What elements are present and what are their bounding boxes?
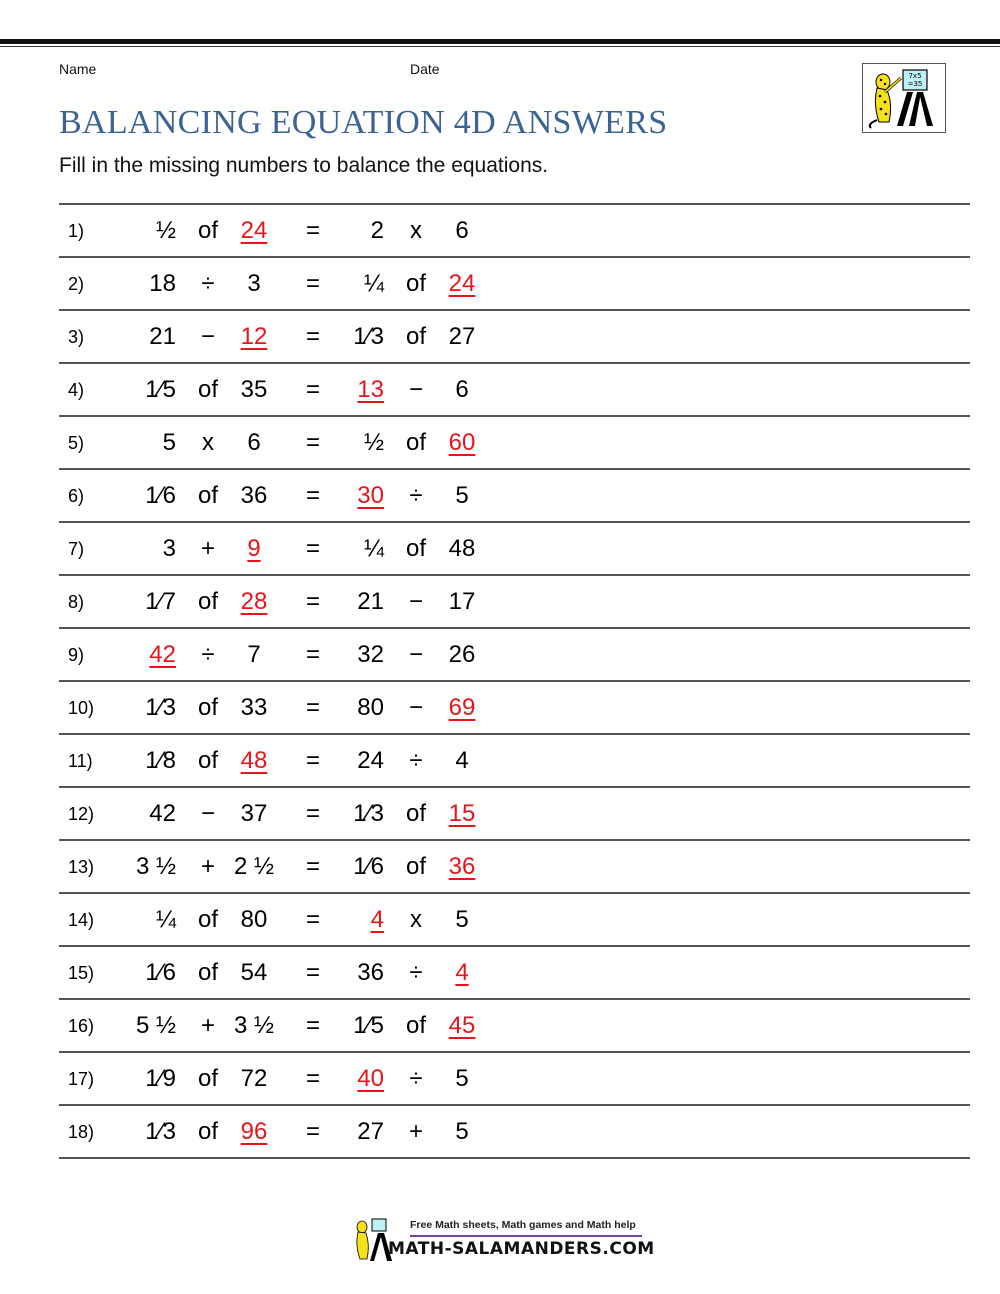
- right-term-1: [339, 470, 384, 521]
- right-operator: of: [405, 270, 426, 297]
- right-term-2: 4: [455, 747, 469, 774]
- footer-logo: [352, 1215, 655, 1265]
- footer-brand: MATH-SALAMANDERS.COM: [388, 1239, 655, 1259]
- equals-sign: =: [305, 376, 320, 403]
- right-term-1: 24: [357, 747, 384, 774]
- left-operator: of: [197, 482, 218, 509]
- left-term-2: 72: [240, 1065, 268, 1092]
- right-operator: +: [408, 1118, 423, 1145]
- left-operator: of: [197, 217, 218, 244]
- left-term-1: 1⁄3: [145, 694, 176, 721]
- problem-number: 14): [68, 910, 95, 930]
- left-term-2: 2 ½: [233, 853, 275, 880]
- left-term-2: 54: [240, 959, 268, 986]
- answer-value: 24: [448, 270, 476, 297]
- left-term-1: 1⁄9: [145, 1065, 176, 1092]
- equals-sign: =: [305, 906, 320, 933]
- answer-value: 28: [240, 588, 268, 615]
- right-term-2: 5: [455, 1118, 469, 1145]
- answer-value: 36: [448, 853, 476, 880]
- right-term-2: 17: [448, 588, 476, 615]
- equals-sign: =: [305, 323, 320, 350]
- right-term-2: 26: [448, 641, 476, 668]
- equation-row: [59, 786, 970, 839]
- answer-value: 42: [149, 641, 176, 668]
- problem-number: 16): [68, 1016, 95, 1036]
- right-term-1: 1⁄3: [353, 323, 384, 350]
- left-term-1: 5: [162, 429, 176, 456]
- answer-value: 24: [240, 217, 268, 244]
- problem-number: 17): [68, 1069, 95, 1089]
- left-operator: ÷: [201, 270, 215, 297]
- problem-number: 11): [68, 751, 93, 771]
- equals-sign: =: [305, 535, 320, 562]
- right-term-1: 1⁄3: [353, 800, 384, 827]
- equals-sign: =: [305, 747, 320, 774]
- equation-row: [59, 680, 970, 733]
- right-term-1: 21: [357, 588, 384, 615]
- answer-value: 48: [240, 747, 268, 774]
- problem-number: 8): [68, 592, 85, 612]
- equation-row: [59, 1051, 970, 1104]
- left-term-1: 3 ½: [135, 853, 176, 880]
- equation-row: [59, 1104, 970, 1159]
- left-term-1: 1⁄6: [145, 482, 176, 509]
- left-operator: of: [197, 588, 218, 615]
- right-term-2: [439, 258, 485, 309]
- right-term-2: 48: [448, 535, 476, 562]
- left-operator: x: [202, 429, 214, 456]
- right-term-1: 1⁄5: [353, 1012, 384, 1039]
- right-operator: −: [408, 376, 423, 403]
- equation-row: [59, 733, 970, 786]
- problem-number: 9): [68, 645, 85, 665]
- salamander-teacher-icon: [862, 63, 946, 133]
- right-operator: −: [408, 694, 423, 721]
- equation-row: [59, 574, 970, 627]
- right-term-1: ¼: [363, 270, 384, 297]
- equals-sign: =: [305, 853, 320, 880]
- right-operator: ÷: [409, 747, 423, 774]
- right-operator: of: [405, 1012, 426, 1039]
- equals-sign: =: [305, 217, 320, 244]
- left-term-1: ¼: [155, 906, 176, 933]
- problem-number: 10): [68, 698, 95, 718]
- equals-sign: =: [305, 641, 320, 668]
- problem-number: 18): [68, 1122, 95, 1142]
- answer-value: 15: [448, 800, 476, 827]
- answer-value: 4: [370, 906, 384, 933]
- equation-row: [59, 627, 970, 680]
- left-term-2: [229, 311, 279, 362]
- left-operator: +: [200, 853, 215, 880]
- right-term-1: 27: [357, 1118, 384, 1145]
- left-operator: +: [200, 535, 215, 562]
- left-operator: of: [197, 1118, 218, 1145]
- right-operator: of: [405, 429, 426, 456]
- equals-sign: =: [305, 1118, 320, 1145]
- equals-sign: =: [305, 270, 320, 297]
- right-term-2: [439, 417, 485, 468]
- left-term-2: 37: [240, 800, 268, 827]
- right-operator: of: [405, 800, 426, 827]
- equation-row: [59, 309, 970, 362]
- left-term-1: 5 ½: [135, 1012, 176, 1039]
- right-operator: ÷: [409, 482, 423, 509]
- right-term-2: [439, 947, 485, 998]
- right-term-2: 5: [455, 906, 469, 933]
- right-operator: of: [405, 535, 426, 562]
- right-term-1: 36: [357, 959, 384, 986]
- right-term-2: 6: [455, 217, 469, 244]
- right-operator: −: [408, 588, 423, 615]
- problem-number: 15): [68, 963, 95, 983]
- header-rule-thick: [0, 39, 1000, 44]
- problem-number: 2): [68, 274, 85, 294]
- equation-row: [59, 203, 970, 256]
- left-term-2: 6: [247, 429, 261, 456]
- date-label: Date: [410, 61, 440, 77]
- right-term-1: 32: [357, 641, 384, 668]
- footer-tagline: Free Math sheets, Math games and Math help: [410, 1219, 636, 1231]
- right-term-1: [339, 364, 384, 415]
- left-term-2: [229, 205, 279, 256]
- left-term-1: 1⁄5: [145, 376, 176, 403]
- answer-value: 60: [448, 429, 476, 456]
- problem-number: 6): [68, 486, 85, 506]
- equation-row: [59, 468, 970, 521]
- problem-number: 3): [68, 327, 85, 347]
- equals-sign: =: [305, 694, 320, 721]
- left-term-2: 7: [247, 641, 261, 668]
- equation-row: [59, 256, 970, 309]
- left-term-2: 3: [247, 270, 261, 297]
- svg-text:7x5: 7x5: [908, 72, 922, 80]
- right-term-2: 27: [448, 323, 476, 350]
- right-term-2: [439, 1000, 485, 1051]
- right-term-1: 1⁄6: [353, 853, 384, 880]
- equals-sign: =: [305, 800, 320, 827]
- equation-row: [59, 945, 970, 998]
- right-term-2: [439, 841, 485, 892]
- right-operator: ÷: [409, 1065, 423, 1092]
- left-term-1: 18: [149, 270, 176, 297]
- answer-value: 30: [357, 482, 384, 509]
- answer-value: 96: [240, 1118, 268, 1145]
- left-term-2: 33: [240, 694, 268, 721]
- left-term-1: 42: [149, 800, 176, 827]
- equation-row: [59, 521, 970, 574]
- equations-table: [59, 203, 970, 1159]
- equals-sign: =: [305, 1065, 320, 1092]
- right-term-2: 6: [455, 376, 469, 403]
- left-operator: of: [197, 1065, 218, 1092]
- problem-number: 12): [68, 804, 95, 824]
- equation-row: [59, 362, 970, 415]
- answer-value: 13: [357, 376, 384, 403]
- right-term-1: [339, 894, 384, 945]
- left-operator: of: [197, 959, 218, 986]
- left-term-2: 3 ½: [233, 1012, 275, 1039]
- right-term-1: [339, 1053, 384, 1104]
- left-term-2: [229, 576, 279, 627]
- left-operator: of: [197, 747, 218, 774]
- left-operator: of: [197, 376, 218, 403]
- right-operator: x: [410, 906, 422, 933]
- left-term-2: 35: [240, 376, 268, 403]
- left-term-2: 36: [240, 482, 268, 509]
- right-operator: of: [405, 853, 426, 880]
- equals-sign: =: [305, 429, 320, 456]
- left-operator: −: [200, 800, 215, 827]
- left-operator: of: [197, 906, 218, 933]
- left-term-1: 1⁄7: [145, 588, 176, 615]
- problem-number: 5): [68, 433, 85, 453]
- left-term-1: [119, 629, 176, 680]
- right-term-1: ½: [363, 429, 384, 456]
- right-term-2: 5: [455, 482, 469, 509]
- right-operator: ÷: [409, 959, 423, 986]
- left-term-2: [229, 523, 279, 574]
- answer-value: 4: [455, 959, 469, 986]
- right-term-2: 5: [455, 1065, 469, 1092]
- problem-number: 7): [68, 539, 85, 559]
- name-label: Name: [59, 61, 97, 77]
- left-operator: of: [197, 694, 218, 721]
- svg-text:=35: =35: [907, 80, 923, 88]
- equals-sign: =: [305, 482, 320, 509]
- left-term-2: [229, 735, 279, 786]
- answer-value: 9: [247, 535, 261, 562]
- right-operator: x: [410, 217, 422, 244]
- salamander-logo-icon: [352, 1217, 392, 1263]
- answer-value: 69: [448, 694, 476, 721]
- right-operator: −: [408, 641, 423, 668]
- left-term-1: 1⁄8: [145, 747, 176, 774]
- equals-sign: =: [305, 959, 320, 986]
- left-term-2: [229, 1106, 279, 1157]
- left-operator: −: [200, 323, 215, 350]
- left-term-1: 1⁄3: [145, 1118, 176, 1145]
- footer-divider: [410, 1235, 642, 1237]
- equals-sign: =: [305, 1012, 320, 1039]
- right-term-2: [439, 682, 485, 733]
- left-term-2: 80: [240, 906, 268, 933]
- problem-number: 1): [68, 221, 85, 241]
- answer-value: 40: [357, 1065, 384, 1092]
- answer-value: 45: [448, 1012, 476, 1039]
- left-term-1: ½: [155, 217, 176, 244]
- answer-value: 12: [240, 323, 268, 350]
- left-term-1: 3: [162, 535, 176, 562]
- left-term-1: 1⁄6: [145, 959, 176, 986]
- right-operator: of: [405, 323, 426, 350]
- left-operator: +: [200, 1012, 215, 1039]
- equation-row: [59, 415, 970, 468]
- problem-number: 13): [68, 857, 95, 877]
- equation-row: [59, 998, 970, 1051]
- right-term-1: ¼: [363, 535, 384, 562]
- equals-sign: =: [305, 588, 320, 615]
- right-term-1: 2: [370, 217, 384, 244]
- equation-row: [59, 839, 970, 892]
- left-operator: ÷: [201, 641, 215, 668]
- problem-number: 4): [68, 380, 85, 400]
- page-title: BALANCING EQUATION 4D ANSWERS: [59, 104, 668, 141]
- right-term-2: [439, 788, 485, 839]
- right-term-1: 80: [357, 694, 384, 721]
- left-term-1: 21: [149, 323, 176, 350]
- header-rule-thin: [0, 46, 1000, 47]
- instructions: Fill in the missing numbers to balance the equations.: [59, 154, 549, 177]
- equation-row: [59, 892, 970, 945]
